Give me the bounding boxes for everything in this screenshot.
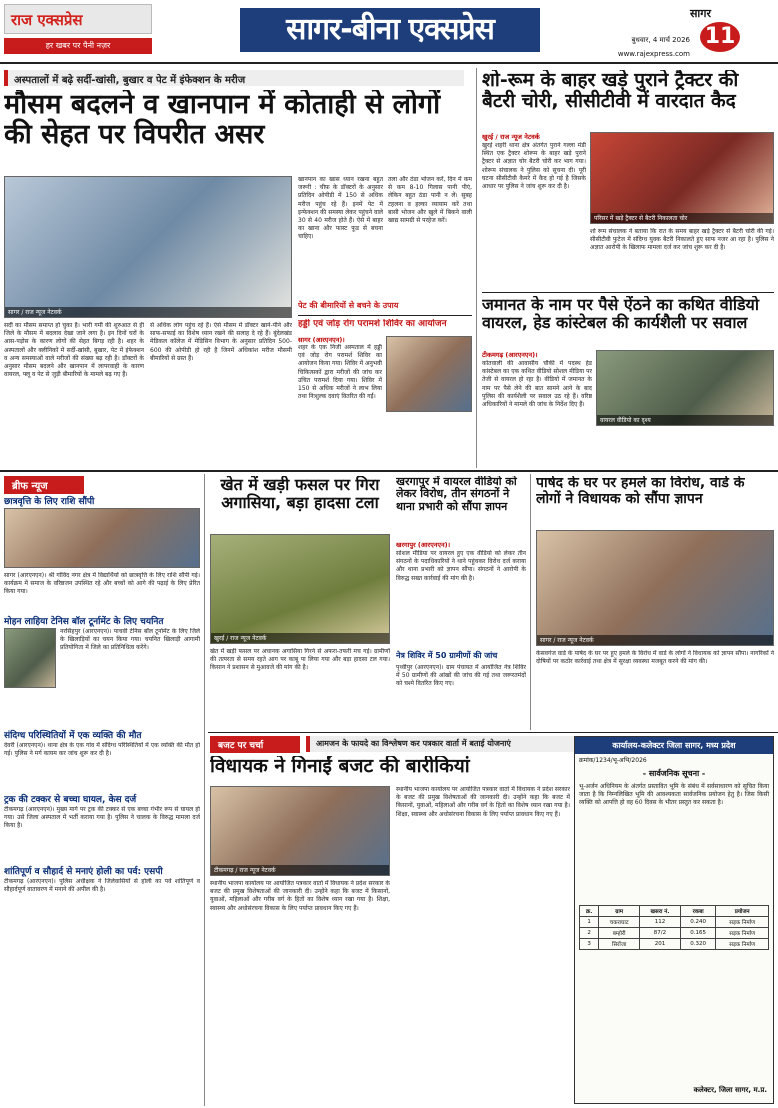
- notice-body: भू-अर्जन अधिनियम के अंतर्गत प्रस्तावित भूमि के संबंध में सर्वसाधारण को सूचित किया जाता है कि निम्नलिखित भूमि की आवश्यकता सार्वजनिक प्रयोजन हेतु है। जिस किसी व्यक्ति को आपत्ति हो वह 60 दिवस के भीतर प्रस्तुत कर सकता है।: [579, 783, 769, 807]
- top-story-headline[interactable]: मौसम बदलने व खानपान में कोताही से लोगों की सेहत पर विपरीत असर: [4, 90, 441, 151]
- viral-byline: खरगापुर (आरएनएन)।: [396, 541, 451, 549]
- brief-item1-head[interactable]: छात्रवृत्ति के लिए राशि सौंपी: [4, 497, 95, 507]
- column-divider: [476, 68, 477, 468]
- top-story-body-col2: से अधिक लोग पहुंच रहे हैं। ऐसे मौसम में डॉक्टर खाने-पीने और साफ-सफाई का विशेष ध्यान रखने की सलाह दे रहे हैं। बुंदेलखंड मेडिकल कॉलेज में मेडिसिन विभाग के अनुसार प्रतिदिन 500-600 की ओपीडी हो रही है जिनमें अधिकांश मरीज मौसमी बीमारियों से ग्रस्त हैं।: [150, 322, 292, 362]
- brief-news-bar: ब्रीफ न्यूज: [4, 476, 84, 494]
- camp-headline[interactable]: हड्डी एवं जोड़ रोग परामर्श शिविर का आयोजन: [298, 319, 447, 329]
- player-photo: [4, 628, 56, 688]
- notice-cell: सड़क निर्माण: [716, 917, 769, 928]
- notice-cell: 0.320: [680, 939, 715, 950]
- hospital-photo: [4, 176, 292, 318]
- viral-headline[interactable]: खरगापुर में वायरल वीडियो को लेकर विरोध, तीन संगठनों ने थाना प्रभारी को सौंपा ज्ञापन: [396, 476, 517, 513]
- public-notice: [574, 736, 774, 1104]
- section-rule: [0, 470, 778, 472]
- fire-body: खेत में खड़ी फसल पर अचानक अगासिया गिरने से अफरा-तफरी मच गई। ग्रामीणों की तत्परता से समय रहते आग पर काबू पा लिया गया और बड़ा हादसा टल गया। किसान ने प्रशासन से मुआवजे की मांग की है।: [210, 648, 390, 672]
- brief-item5-head[interactable]: शांतिपूर्ण व सौहार्द से मनाएं होली का पर्व: एसपी: [4, 867, 163, 877]
- field-photo: [210, 534, 390, 644]
- brand-logo[interactable]: राज एक्सप्रेस: [4, 4, 152, 34]
- page-number: 11: [700, 22, 740, 52]
- divider: [208, 732, 778, 733]
- eye-camp-head[interactable]: नेत्र शिविर में 50 ग्रामीणों की जांच: [396, 651, 498, 660]
- budget-tag: बजट पर चर्चा: [210, 736, 300, 753]
- table-row: [580, 917, 769, 928]
- website[interactable]: www.rajexpress.com: [617, 50, 690, 58]
- divider: [482, 292, 774, 293]
- notice-th: खसरा नं.: [640, 906, 681, 917]
- notice-heading: - सार्वजनिक सूचना -: [642, 769, 706, 778]
- top-story-subhead: पेट की बीमारियों से बचने के उपाय: [298, 301, 399, 310]
- camp-byline: सागर (आरएनएन)।: [298, 336, 345, 344]
- video-photo-caption: वायरल वीडियो का दृश्य: [597, 415, 773, 425]
- notice-th: प्रयोजन: [716, 906, 769, 917]
- councillor-photo: [536, 530, 774, 646]
- notice-cell: 201: [640, 939, 681, 950]
- budget-photo-caption: टीकमगढ़ / राज न्यूज नेटवर्क: [211, 865, 389, 875]
- brief-item5-body: टीकमगढ़ (आरएनएन)। पुलिस अधीक्षक ने जिलेवासियों से होली का पर्व शांतिपूर्ण व सौहार्दपूर्ण वातावरण में मनाने की अपील की है।: [4, 878, 200, 894]
- notice-cell: सिरोंजा: [599, 939, 640, 950]
- notice-cell: 87/2: [640, 928, 681, 939]
- notice-cell: 2: [580, 928, 599, 939]
- councillor-photo-caption: सागर / राज न्यूज नेटवर्क: [537, 635, 773, 645]
- notice-table: [579, 905, 769, 950]
- notice-cell: 0.240: [680, 917, 715, 928]
- top-story-body-col4: तला और ठंडा भोजन करें, दिन में कम से कम 8-10 गिलास पानी पीएं, लेकिन बहुत ठंडा पानी न लें। सुबह टहलना व हल्का व्यायाम करें तथा बासी भोजन और खुले में बिकने वाली खाद्य सामग्री से परहेज करें।: [388, 176, 472, 225]
- table-row: [580, 928, 769, 939]
- tractor-body-2: शो रूम संचालक ने बताया कि रात के समय बाहर खड़े ट्रैक्टर से बैटरी चोरी की गई। सीसीटीवी फुटेज में संदिग्ध युवक बैटरी निकालते हुए साफ नजर आ रहा है। पुलिस ने अज्ञात आरोपी के खिलाफ मामला दर्ज कर जांच शुरू कर दी है।: [590, 228, 774, 252]
- notice-cell: 112: [640, 917, 681, 928]
- notice-cell: 1: [580, 917, 599, 928]
- notice-cell: चकराघाट: [599, 917, 640, 928]
- viral-body: सोशल मीडिया पर वायरल हुए एक वीडियो को लेकर तीन संगठनों के पदाधिकारियों ने थाने पहुंचकर विरोध दर्ज कराया और थाना प्रभारी को ज्ञापन सौंपा। संगठनों ने आरोपी के विरुद्ध सख्त कार्रवाई की मांग की है।: [396, 550, 526, 582]
- camp-body: शहर के एक निजी अस्पताल में हड्डी एवं जोड़ रोग परामर्श शिविर का आयोजन किया गया। शिविर में अनुभवी चिकित्सकों द्वारा मरीजों की जांच कर उचित परामर्श दिया गया। शिविर में 150 से अधिक मरीजों ने लाभ लिया तथा निःशुल्क दवाएं वितरित की गईं।: [298, 344, 382, 401]
- notice-cell: सड़क निर्माण: [716, 939, 769, 950]
- tractor-body: खुरई शहरी थाना क्षेत्र अंतर्गत पुराने गल्ला मंडी स्थित एक ट्रैक्टर शोरूम के बाहर खड़े पुराने ट्रैक्टर से अज्ञात चोर बैटरी चोरी कर भाग गया। शोरूम संचालक ने पुलिस को सूचना दी। पूरी घटना सीसीटीवी कैमरे में कैद हो गई है जिसके आधार पर पुलिस ने जांच शुरू कर दी है।: [482, 142, 586, 191]
- top-story-body-col3: खानपान का खास ध्यान रखना बहुत जरूरी : चीफ़ के डॉक्टरों के अनुसार प्रतिदिन ओपीडी में 150 से अधिक मरीज पहुंच रहे हैं। इनमें पेट में इन्फेक्शन की समस्या लेकर पहुंचने वाले 30 से 40 मरीज होते हैं। ऐसे में बाहर का खाना और फास्ट फूड से बचना चाहिए।: [298, 176, 383, 241]
- brief-item2-body: नरसिंहपुर (आरएनएन)। पाचवी टेनिस बॉल टूर्नामेंट के लिए जिले के खिलाड़ियों का चयन किया गया। चयनित खिलाड़ी आगामी प्रतियोगिता में जिले का प्रतिनिधित्व करेंगे।: [60, 628, 200, 652]
- column-divider: [204, 474, 205, 1106]
- tractor-photo: [590, 132, 774, 224]
- fire-headline[interactable]: खेत में खड़ी फसल पर गिरा अगासिया, बड़ा हादसा टला: [220, 476, 380, 512]
- scholarship-photo: [4, 508, 200, 568]
- budget-photo: [210, 786, 390, 876]
- divider: [298, 315, 472, 316]
- video-headline[interactable]: जमानत के नाम पर पैसे ऐंठने का कथित वीडियो वायरल, हेड कांस्टेबल की कार्यशैली पर सवाल: [482, 296, 759, 332]
- budget-body-col1: स्थानीय भाजपा कार्यालय पर आयोजित पत्रकार वार्ता में विधायक ने प्रदेश सरकार के बजट की प्रमुख विशेषताओं की जानकारी दी। उन्होंने कहा कि बजट में किसानों, युवाओं, महिलाओं और गरीब वर्ग के हितों का विशेष ध्यान रखा गया है। शिक्षा, स्वास्थ्य और अधोसंरचना विकास के लिए पर्याप्त प्रावधान किए गए हैं।: [210, 880, 390, 912]
- video-byline: टीकमगढ़ (आरएनएन)।: [482, 351, 538, 359]
- brief-item4-body: टीकमगढ़ (आरएनएन)। मुख्य मार्ग पर ट्रक की टक्कर से एक बच्चा गंभीर रूप से घायल हो गया। उसे जिला अस्पताल में भर्ती कराया गया है। पुलिस ने चालक के विरुद्ध मामला दर्ज किया है।: [4, 806, 200, 830]
- notice-th: ग्राम: [599, 906, 640, 917]
- column-divider: [530, 474, 531, 730]
- brief-item2-head[interactable]: मोहन लाहिया टेनिस बॉल टूर्नामेंट के लिए चयनित: [4, 617, 164, 627]
- councillor-headline[interactable]: पार्षद के घर पर हमले का विरोध, वार्ड के लोगों ने विधायक को सौंपा ज्ञापन: [536, 476, 745, 507]
- tractor-photo-caption: परिसर में खड़े ट्रैक्टर से बैटरी निकालता चोर: [591, 213, 773, 223]
- table-row: [580, 939, 769, 950]
- notice-cell: सड़क निर्माण: [716, 928, 769, 939]
- notice-cell: 3: [580, 939, 599, 950]
- brief-item4-head[interactable]: ट्रक की टक्कर से बच्चा घायल, केस दर्ज: [4, 795, 137, 805]
- tractor-byline: खुरई / राज न्यूज नेटवर्क: [482, 133, 540, 141]
- fire-photo-caption: खुरई / राज न्यूज नेटवर्क: [211, 633, 389, 643]
- budget-headline[interactable]: विधायक ने गिनाईं बजट की बारीकियां: [210, 756, 470, 777]
- paper-title: सागर-बीना एक्सप्रेस: [240, 8, 540, 52]
- brand-tagline: हर खबर पर पैनी नज़र: [4, 38, 152, 54]
- masthead: [0, 0, 778, 64]
- notice-signature: कलेक्टर, जिला सागर, म.प्र.: [693, 1086, 767, 1094]
- eye-camp-body: पृथ्वीपुर (आरएनएन)। ग्राम पंचायत में आयोजित नेत्र शिविर में 50 ग्रामीणों की आंखों की जांच की गई तथा जरूरतमंदों को चश्मे वितरित किए गए।: [396, 664, 526, 688]
- notice-th: क्र.: [580, 906, 599, 917]
- dateline: बुधवार, 4 मार्च 2026: [631, 36, 690, 44]
- notice-cell: 0.165: [680, 928, 715, 939]
- video-photo: [596, 350, 774, 426]
- photo-caption: सागर / राज न्यूज नेटवर्क: [5, 307, 291, 317]
- top-story-kicker: अस्पतालों में बढ़े सर्दी-खांसी, बुखार व पेट में इंफेक्शन के मरीज: [4, 70, 464, 86]
- top-story-body-col1: सर्दी का मौसम समाप्त हो चुका है। भारी गर्मी की शुरुआत से ही जिले के मौसम में बदलाव देखा जाने लगा है। इन दिनों घरों के आस-पड़ोस के कारण लोगों की सेहत बिगड़ रही है। शहर के अस्पतालों और क्लीनिकों में सर्दी-खांसी, बुखार, पेट में इंफेक्शन व अन्य समस्याओं वाले मरीजों की संख्या बढ़ रही है। डॉक्टरों के अनुसार मौसम बदलने और खानपान में लापरवाही के कारण वायरल, फ्लू व पेट से जुड़ी बीमारियों के मामले बढ़ गए हैं।: [4, 322, 144, 379]
- notice-th: रकबा: [680, 906, 715, 917]
- notice-cell: बम्होरी: [599, 928, 640, 939]
- brief-item1-body: सागर (आरएनएन)। श्री गोविंद नगर क्षेत्र में विद्यार्थियों को छात्रवृत्ति के लिए राशि सौंपी गई। कार्यक्रम में समाज के वरिष्ठजन उपस्थित रहे और बच्चों को आगे की पढ़ाई के लिए प्रेरित किया गया।: [4, 572, 200, 596]
- brief-item3-head[interactable]: संदिग्ध परिस्थितियों में एक व्यक्ति की मौत: [4, 731, 142, 741]
- budget-body-col2: स्थानीय भाजपा कार्यालय पर आयोजित पत्रकार वार्ता में विधायक ने प्रदेश सरकार के बजट की प्रमुख विशेषताओं की जानकारी दी। उन्होंने कहा कि बजट में किसानों, युवाओं, महिलाओं और गरीब वर्ग के हितों का विशेष ध्यान रखा गया है। शिक्षा, स्वास्थ्य और अधोसंरचना विकास के लिए पर्याप्त प्रावधान किए गए हैं।: [396, 786, 570, 818]
- camp-photo: [386, 336, 472, 412]
- video-body: कोतवाली की आवासीय चौकी में पदस्थ हेड कांस्टेबल का एक कथित वीडियो सोशल मीडिया पर तेजी से वायरल हो रहा है। वीडियो में जमानत के नाम पर पैसे लेने की बात सामने आने के बाद पुलिस की कार्यशैली पर सवाल उठ रहे हैं। वरिष्ठ अधिकारियों ने मामले की जांच के निर्देश दिए हैं।: [482, 360, 592, 409]
- councillor-body: केसवगंज वार्ड के पार्षद के घर पर हुए हमले के विरोध में वार्ड के लोगों ने विधायक को ज्ञापन सौंपा। नागरिकों ने दोषियों पर कठोर कार्रवाई तथा क्षेत्र में सुरक्षा व्यवस्था मजबूत करने की मांग की।: [536, 650, 774, 666]
- notice-ref: क्रमांक/1234/भू-अभि/2026: [579, 757, 647, 764]
- brief-item3-body: देवरी (आरएनएन)। थाना क्षेत्र के एक गांव में संदिग्ध परिस्थितियों में एक व्यक्ति की मौत हो गई। पुलिस ने मर्ग कायम कर जांच शुरू कर दी है।: [4, 742, 200, 758]
- budget-kicker: आमजन के फायदे का विश्लेषण कर पत्रकार वार्ता में बताई योजनाएं: [306, 736, 646, 752]
- tractor-headline[interactable]: शो-रूम के बाहर खड़े पुराने ट्रैक्टर की बैटरी चोरी, सीसीटीवी में वारदात कैद: [482, 70, 739, 113]
- notice-office: कार्यालय-कलेक्टर जिला सागर, मध्य प्रदेश: [575, 737, 773, 754]
- city-label: सागर: [690, 7, 711, 20]
